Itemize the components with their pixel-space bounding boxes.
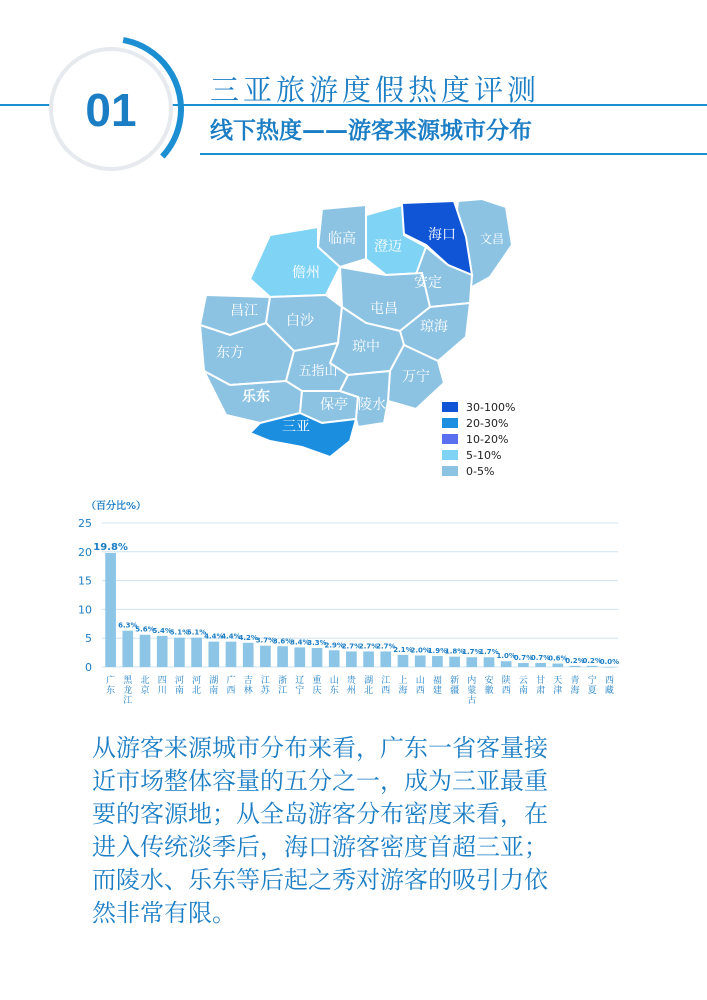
legend-item (442, 447, 515, 463)
x-tick-label: 山 (329, 676, 339, 686)
region-label-wenchang: 文昌 (479, 232, 505, 246)
x-tick-label: 龙 (123, 686, 133, 696)
x-tick-label: 安 (484, 676, 494, 686)
bar (260, 646, 271, 667)
bar (604, 667, 615, 668)
bar-value-label: 2.1% (393, 645, 413, 654)
x-tick-label: 吉 (243, 676, 253, 686)
region-label-haikou: 海口 (428, 227, 456, 243)
x-tick-label: 建 (432, 686, 442, 696)
bar-value-label: 2.7% (341, 642, 362, 651)
legend-swatch (442, 402, 458, 412)
bar-value-label: 0.7% (513, 653, 534, 662)
legend-label: 10-20% (466, 432, 509, 446)
bar-value-label: 2.7% (358, 642, 379, 651)
x-tick-label: 北 (192, 686, 202, 696)
bar-value-label: 4.4% (221, 632, 241, 641)
legend-item (442, 431, 515, 447)
region-label-baisha: 白沙 (286, 313, 314, 329)
page-title: 三亚旅游度假热度评测 (210, 73, 541, 107)
bar (432, 656, 443, 667)
bar-value-label: 3.4% (290, 638, 310, 647)
x-tick-label: 上 (398, 676, 408, 686)
x-tick-label: 云 (518, 676, 528, 686)
legend-label: 5-10% (466, 448, 502, 462)
bar (415, 655, 426, 667)
bar-value-label: 3.3% (307, 638, 327, 647)
bar-value-label: 0.2% (582, 656, 602, 665)
section-number: 01 (85, 84, 137, 136)
x-tick-label: 古 (467, 696, 477, 706)
legend-label: 20-30% (466, 416, 509, 430)
x-tick-label: 宁 (587, 676, 597, 686)
bar (122, 631, 133, 667)
x-tick-label: 林 (243, 686, 253, 696)
summary-line: 要的客源地；从全岛游客分布密度来看，在 (92, 800, 548, 828)
bar-value-label: 0.0% (599, 658, 620, 666)
bar (466, 657, 477, 667)
x-tick-label: 江 (381, 676, 391, 686)
bar-value-label: 1.7% (479, 648, 499, 657)
x-tick-label: 广 (106, 676, 116, 686)
x-tick-label: 天 (553, 676, 563, 686)
x-tick-label: 州 (346, 686, 356, 696)
x-tick-label: 山 (415, 676, 425, 686)
region-label-wuzhishan: 五指山 (298, 364, 338, 379)
bar (105, 553, 116, 667)
region-label-sanya: 三亚 (282, 419, 310, 435)
bar (449, 657, 460, 667)
summary-line: 近市场整体容量的五分之一，成为三亚最重 (92, 767, 548, 795)
x-tick-label: 西 (381, 686, 391, 696)
bar (552, 664, 563, 667)
legend-swatch (442, 466, 458, 476)
x-tick-label: 京 (140, 686, 150, 696)
legend-item (442, 415, 515, 431)
bar (587, 666, 598, 667)
bar-value-label: 5.6% (135, 625, 155, 634)
x-tick-label: 湖 (364, 676, 374, 686)
x-tick-label: 蒙 (467, 686, 477, 696)
bar-value-label: 0.6% (548, 654, 568, 663)
x-tick-label: 重 (312, 676, 322, 686)
bar (380, 651, 391, 667)
bar (535, 663, 546, 667)
region-label-danzhou: 儋州 (292, 265, 320, 281)
x-tick-label: 苏 (260, 686, 270, 696)
region-label-baoting: 保亭 (320, 397, 348, 413)
page-subtitle: 线下热度——游客来源城市分布 (210, 118, 532, 144)
bar (243, 643, 254, 667)
x-tick-label: 川 (157, 686, 167, 696)
bar-value-label: 1.9% (427, 647, 448, 656)
region-label-ledong: 乐东 (242, 389, 270, 405)
summary-line: 而陵水、乐东等后起之秀对游客的吸引力依 (92, 866, 548, 894)
bar (346, 651, 357, 667)
bar-value-label: 6.3% (118, 621, 138, 630)
region-label-anding: 安定 (414, 275, 442, 291)
x-tick-label: 福 (432, 676, 442, 686)
y-tick-label: 20 (78, 545, 92, 559)
bar (208, 642, 219, 667)
source-city-bar-chart (70, 495, 630, 715)
x-tick-label: 内 (467, 676, 477, 686)
x-tick-label: 疆 (450, 686, 460, 696)
bar (312, 648, 323, 667)
legend-swatch (442, 450, 458, 460)
bar-value-label: 0.7% (530, 653, 551, 662)
bar-value-label: 3.6% (272, 637, 293, 646)
x-tick-label: 庆 (312, 686, 322, 696)
x-tick-label: 徽 (484, 686, 494, 696)
bar-value-label: 5.1% (186, 628, 207, 637)
x-tick-label: 北 (140, 676, 150, 686)
bar (174, 638, 185, 667)
summary-paragraph (92, 732, 652, 930)
x-tick-label: 河 (174, 676, 184, 686)
region-label-qionghai: 琼海 (420, 319, 448, 335)
x-tick-label: 江 (123, 696, 133, 706)
legend-item (442, 399, 515, 415)
x-tick-label: 广 (226, 676, 236, 686)
bar-value-label: 2.0% (410, 646, 430, 655)
x-tick-label: 江 (278, 686, 288, 696)
x-tick-label: 夏 (587, 686, 597, 696)
bar (140, 635, 151, 667)
bar-value-label: 4.4% (204, 632, 224, 641)
bar (398, 655, 409, 667)
x-tick-label: 西 (226, 686, 236, 696)
bar-value-label: 2.9% (324, 641, 344, 650)
x-tick-label: 南 (209, 686, 219, 696)
bar-value-label: 4.2% (238, 633, 258, 642)
region-label-dongfang: 东方 (216, 345, 244, 361)
x-tick-label: 青 (570, 676, 580, 686)
bar (363, 651, 374, 667)
bar (329, 650, 340, 667)
x-tick-label: 浙 (278, 676, 288, 686)
bar-value-label: 5.1% (169, 628, 190, 637)
bar-value-label: 0.2% (565, 656, 585, 665)
bar (501, 661, 512, 667)
bar (226, 642, 237, 667)
region-label-changjiang: 昌江 (230, 303, 258, 319)
bar-value-label: 5.4% (152, 626, 172, 635)
region-label-tunchang: 屯昌 (370, 301, 398, 317)
x-tick-label: 肃 (536, 686, 546, 696)
x-tick-label: 四 (157, 676, 167, 686)
map-legend (442, 399, 515, 479)
x-tick-label: 陕 (501, 676, 511, 686)
bar-value-label: 2.7% (376, 642, 396, 651)
y-tick-label: 0 (85, 661, 92, 674)
y-tick-label: 15 (78, 574, 92, 588)
summary-line: 进入传统淡季后，海口游客密度首超三亚； (92, 833, 548, 861)
y-axis-label: （百分比%） (86, 501, 147, 512)
x-tick-label: 黑 (123, 676, 133, 686)
legend-label: 30-100% (466, 400, 516, 414)
y-tick-label: 10 (78, 603, 92, 617)
legend-swatch (442, 434, 458, 444)
bar-value-label: 1.8% (444, 647, 465, 656)
bar (484, 657, 495, 667)
x-tick-label: 北 (364, 686, 374, 696)
x-tick-label: 南 (174, 686, 184, 696)
summary-line: 从游客来源城市分布来看，广东一省客量接 (92, 734, 548, 762)
legend-label: 0-5% (466, 464, 495, 478)
y-tick-label: 25 (78, 517, 92, 530)
region-label-qiongzhong: 琼中 (352, 339, 380, 355)
x-tick-label: 藏 (604, 686, 614, 696)
region-label-wanning: 万宁 (402, 369, 430, 385)
x-tick-label: 东 (329, 686, 339, 696)
bar (518, 663, 529, 667)
bar (570, 666, 581, 667)
x-tick-label: 河 (192, 676, 202, 686)
legend-item (442, 463, 515, 479)
bar-value-label: 1.7% (462, 648, 482, 657)
summary-line: 然非常有限。 (92, 899, 236, 927)
legend-swatch (442, 418, 458, 428)
x-tick-label: 甘 (536, 676, 546, 686)
bar (157, 636, 168, 667)
x-tick-label: 西 (604, 676, 614, 686)
x-tick-label: 海 (398, 686, 408, 696)
bar-value-label: 3.7% (255, 636, 276, 645)
bar-value-label: 19.8% (93, 541, 128, 553)
x-tick-label: 辽 (295, 676, 305, 686)
x-tick-label: 津 (553, 686, 563, 696)
region-label-lingshui: 陵水 (358, 397, 386, 413)
region-label-lingao: 临高 (328, 231, 356, 247)
bar (191, 638, 202, 667)
header-line-bottom (200, 153, 707, 155)
x-tick-label: 西 (501, 686, 511, 696)
x-tick-label: 宁 (295, 686, 305, 696)
x-tick-label: 江 (260, 676, 270, 686)
x-tick-label: 西 (415, 686, 425, 696)
x-tick-label: 东 (106, 686, 116, 696)
x-tick-label: 贵 (346, 676, 356, 686)
x-tick-label: 海 (570, 686, 580, 696)
section-number-badge (38, 36, 184, 182)
bar (277, 646, 288, 667)
x-tick-label: 新 (450, 676, 460, 686)
bar (294, 647, 305, 667)
bar-value-label: 1.0% (496, 652, 516, 661)
region-label-chengmai: 澄迈 (374, 239, 402, 255)
y-tick-label: 5 (85, 632, 92, 646)
x-tick-label: 湖 (209, 676, 219, 686)
x-tick-label: 南 (518, 686, 528, 696)
